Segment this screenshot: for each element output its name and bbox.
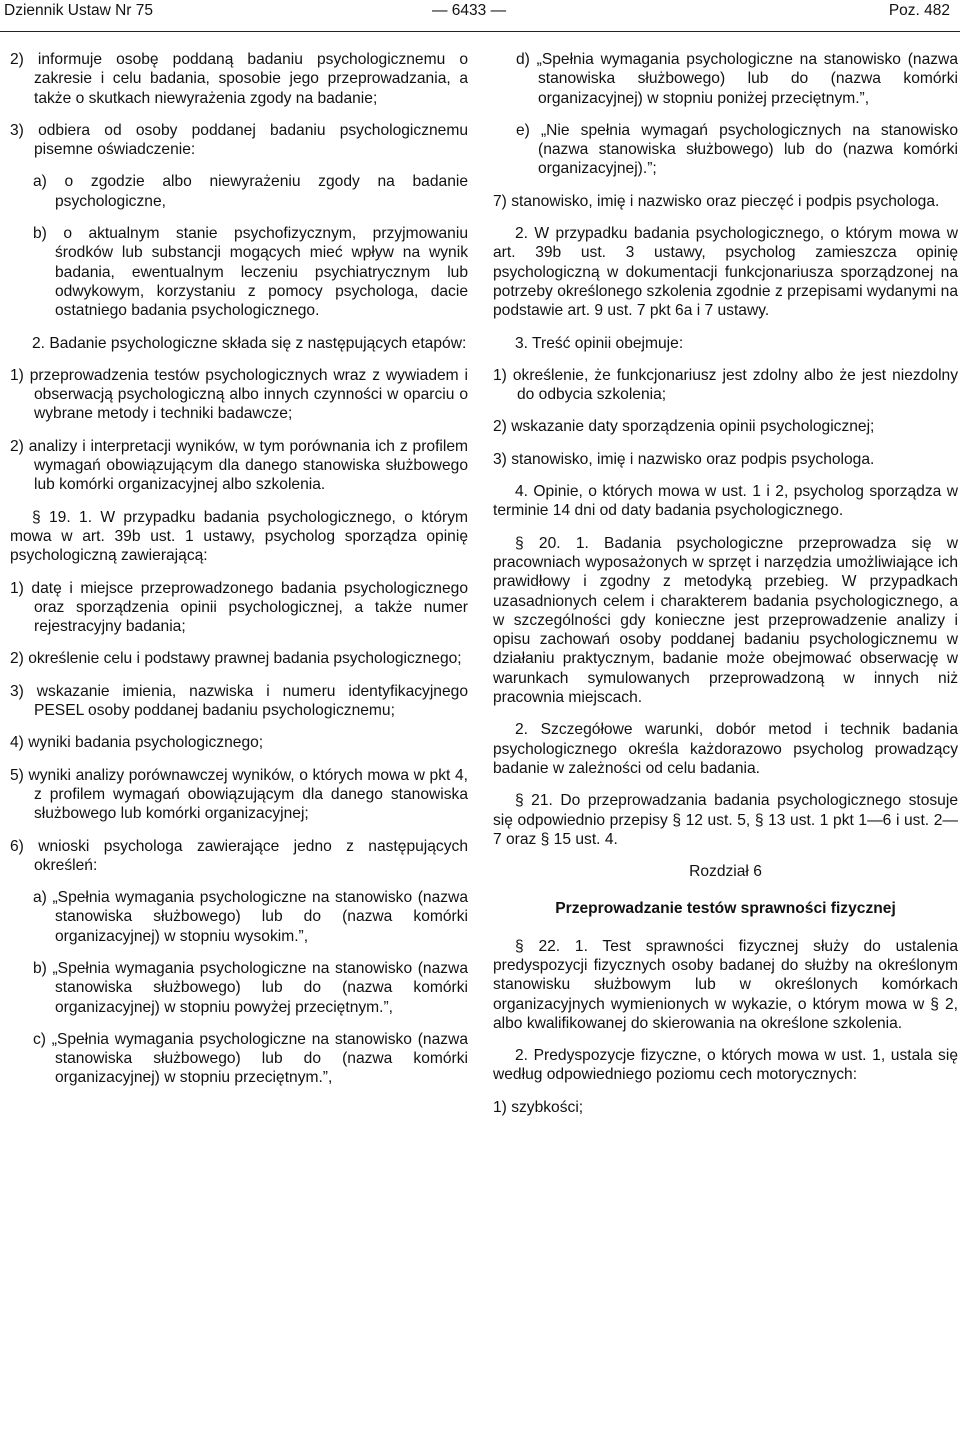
list-item: 6) wnioski psychologa zawierające jedno z następujących określeń: [10, 837, 468, 874]
paragraph: § 22. 1. Test sprawności fizycznej służy do ustalenia predyspozycji fizycznych osoby badanej do służby na określonym stanowisku służbowym lub w określonych komórkach organizacyjnych wymienionych w wykazie, o którym mowa w § 2, albo kwalifikowanej do skierowania na określone szkolenia. [493, 937, 958, 1032]
position-number: Poz. 482 [888, 2, 950, 19]
sub-list-item: a) o zgodzie albo niewyrażeniu zgody na badanie psychologiczne, [33, 173, 468, 210]
list-item: 7) stanowisko, imię i nazwisko oraz pieczęć i podpis psychologa. [493, 192, 940, 210]
list-item: 1) przeprowadzenia testów psychologicznych wraz z wywiadem i obserwacją psychologiczną albo innych czynności w oparciu o wybrane metody i techniki badawcze; [10, 366, 468, 423]
paragraph: 3. Treść opinii obejmuje: [515, 334, 684, 352]
sub-list-item: c) „Spełnia wymagania psychologiczne na stanowisko (nazwa stanowiska służbowego) lub do (nazwa komórki organizacyjnej) w stopniu przeciętnym.”, [33, 1030, 468, 1087]
list-item: 2) określenie celu i podstawy prawnej badania psychologicznego; [10, 650, 462, 668]
list-item: 3) wskazanie imienia, nazwiska i numeru identyfikacyjnego PESEL osoby poddanej badaniu psychologicznemu; [10, 682, 468, 720]
chapter-heading: Rozdział 6 [689, 863, 762, 881]
paragraph: 2. Badanie psychologiczne składa się z następujących etapów: [32, 334, 467, 352]
list-item: 1) datę i miejsce przeprowadzonego badania psychologicznego oraz sporządzenia opinii psychologicznej, a także numer rejestracyjny badania; [10, 579, 468, 636]
paragraph: § 19. 1. W przypadku badania psychologicznego, o którym mowa w art. 39b ust. 1 ustawy, psycholog sporządza opinię psychologiczną zawierającą: [10, 508, 468, 565]
list-item: 2) wskazanie daty sporządzenia opinii psychologicznej; [493, 418, 875, 436]
paragraph: 2. W przypadku badania psychologicznego, o którym mowa w art. 39b ust. 3 ustawy, psycholog zamieszcza opinię psychologiczną w dokumentacji funkcjonariusza sporządzonej na potrzeby określonego szkolenia zgodnie z przepisami wydanymi na podstawie art. 9 ust. 7 pkt 6a i 7 ustawy. [493, 225, 958, 320]
list-item: 3) odbiera od osoby poddanej badaniu psychologicznemu pisemne oświadczenie: [10, 121, 468, 159]
sub-list-item: d) „Spełnia wymagania psychologiczne na stanowisko (nazwa stanowiska służbowego) lub do (nazwa komórki organizacyjnej) w stopniu poniżej przeciętnym.”, [516, 51, 958, 107]
left-column [10, 50, 468, 1101]
page-number: — 6433 — [432, 2, 507, 19]
list-item: 3) stanowisko, imię i nazwisko oraz podpis psychologa. [493, 450, 875, 468]
sub-list-item: e) „Nie spełnia wymagań psychologicznych na stanowisko (nazwa stanowiska służbowego) lub do (nazwa komórki organizacyjnej).”; [516, 121, 958, 178]
journal-title: Dziennik Ustaw Nr 75 [4, 2, 154, 19]
right-column [493, 50, 958, 1130]
list-item: 2) informuje osobę poddaną badaniu psychologicznemu o zakresie i celu badania, sposobie jego przeprowadzania, a także o skutkach niewyrażenia zgody na badanie; [10, 51, 468, 107]
chapter-title: Przeprowadzanie testów sprawności fizycznej [555, 900, 896, 918]
list-item: 5) wyniki analizy porównawczej wyników, o których mowa w pkt 4, z profilem wymagań obowiązującym dla danego stanowiska służbowego lub komórki organizacyjnej; [10, 766, 468, 823]
header-rule [0, 31, 960, 32]
paragraph: § 21. Do przeprowadzania badania psychologicznego stosuje się odpowiednio przepisy § 12 ust. 5, § 13 ust. 1 pkt 1—6 i ust. 2—7 oraz § 15 ust. 4. [493, 792, 958, 848]
sub-list-item: b) o aktualnym stanie psychofizycznym, przyjmowaniu środków lub substancji mogących mieć wpływ na wynik badania, ewentualnym leczeniu psychiatrycznym lub odwykowym, korzystaniu z pomocy psychologa, dacie ostatniego badania psychologicznego. [33, 225, 468, 320]
paragraph: § 20. 1. Badania psychologiczne przeprowadza się w pracowniach wyposażonych w sprzęt i narzędzia umożliwiające ich prawidłowy i zgodny z metodyką przebieg. W przypadkach uzasadnionych celem i charakterem badania psychologicznego, a w szczególności gdy konieczne jest przeprowadzenie analizy i opisu zachowań osoby poddanej badaniu psychologicznemu w działaniu praktycznym, badanie może obejmować obserwację w warunkach symulowanych przeprowadzoną w innych niż pracownia miejscach. [493, 534, 958, 707]
paragraph: 2. Predyspozycje fizyczne, o których mowa w ust. 1, ustala się według odpowiedniego poziomu cech motorycznych: [493, 1047, 958, 1084]
list-item: 1) szybkości; [493, 1098, 584, 1116]
sub-list-item: b) „Spełnia wymagania psychologiczne na stanowisko (nazwa stanowiska służbowego) lub do (nazwa komórki organizacyjnej) w stopniu powyżej przeciętnym.”, [33, 959, 468, 1016]
list-item: 4) wyniki badania psychologicznego; [10, 734, 264, 752]
sub-list-item: a) „Spełnia wymagania psychologiczne na stanowisko (nazwa stanowiska służbowego) lub do (nazwa komórki organizacyjnej) w stopniu wysokim.”, [33, 889, 468, 945]
paragraph: 2. Szczegółowe warunki, dobór metod i technik badania psychologicznego określa każdorazowo psycholog prowadzący badanie w zależności od celu badania. [493, 721, 958, 777]
list-item: 1) określenie, że funkcjonariusz jest zdolny albo że jest niezdolny do odbycia szkolenia; [493, 366, 958, 404]
list-item: 2) analizy i interpretacji wyników, w tym porównania ich z profilem wymagań obowiązującym dla danego stanowiska służbowego lub komórki organizacyjnej albo szkolenia. [10, 437, 468, 494]
paragraph: 4. Opinie, o których mowa w ust. 1 i 2, psycholog sporządza w terminie 14 dni od daty badania psychologicznego. [493, 483, 958, 520]
page-header [0, 0, 960, 26]
